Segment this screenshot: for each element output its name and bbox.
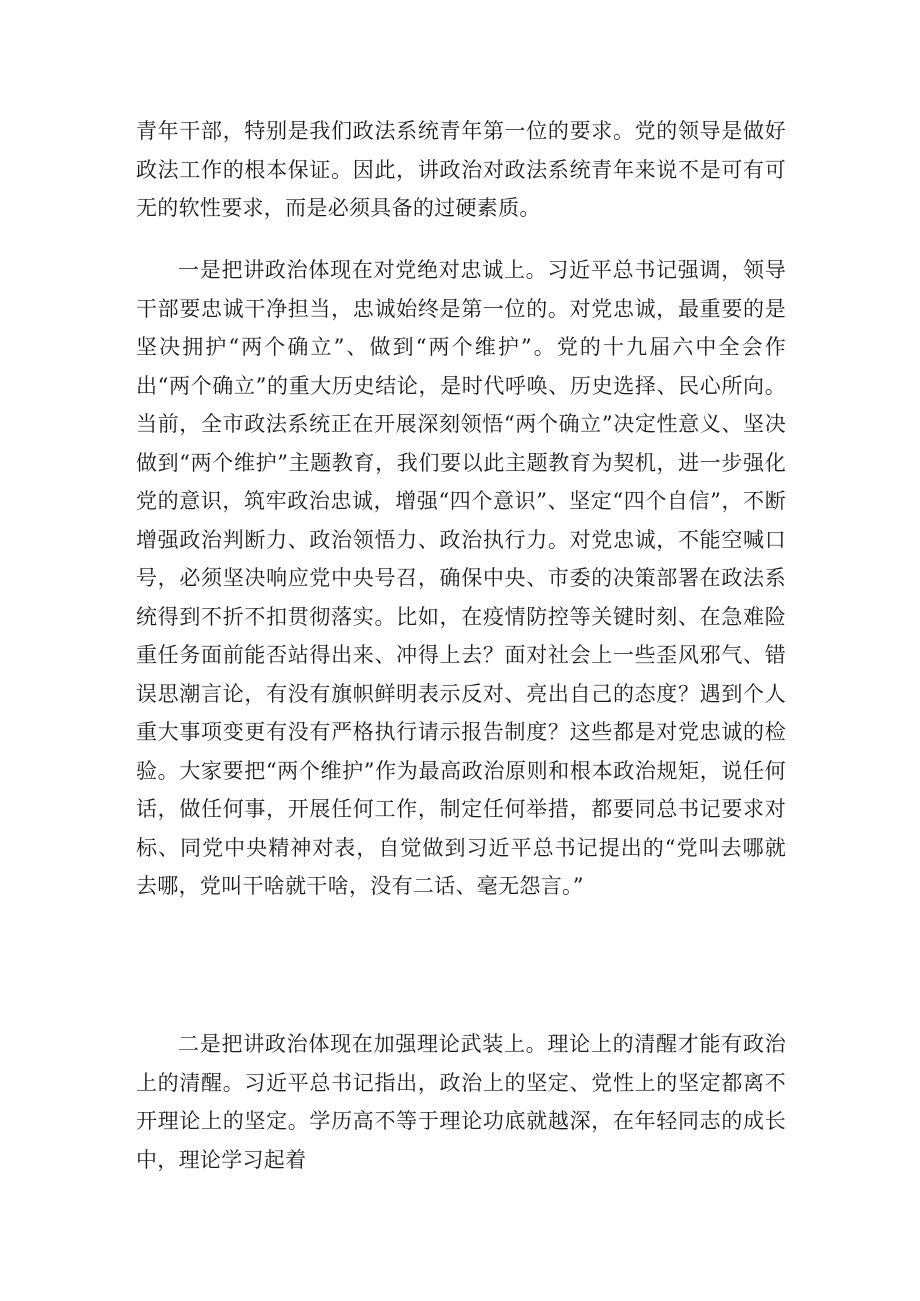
paragraph-theoretical-armament: 二是把讲政治体现在加强理论武装上。理论上的清醒才能有政治上的清醒。习近平总书记指出，政治上的坚定、党性上的坚定都离不开理论上的坚定。学历高不等于理论功底就越深，在年轻同志的成长中，理论学习起着	[136, 1032, 786, 1172]
paragraph-loyalty-to-party: 一是把讲政治体现在对党绝对忠诚上。习近平总书记强调，领导干部要忠诚干净担当，忠诚始终是第一位的。对党忠诚，最重要的是坚决拥护“两个确立”、做到“两个维护”。党的十九届六中全会作出“两个确立”的重大历史结论，是时代呼唤、历史选择、民心所向。当前，全市政法系统正在开展深刻领悟“两个确立”决定性意义、坚决做到“两个维护”主题教育，我们要以此主题教育为契机，进一步强化党的意识，筑牢政治忠诚，增强“四个意识”、坚定“四个自信”，不断增强政治判断力、政治领悟力、政治执行力。对党忠诚，不能空喊口号，必须坚决响应党中央号召，确保中央、市委的决策部署在政法系统得到不折不扣贯彻落实。比如，在疫情防控等关键时刻、在急难险重任务面前能否站得出来、冲得上去？面对社会上一些歪风邪气、错误思潮言论，有没有旗帜鲜明表示反对、亮出自己的态度？遇到个人重大事项变更有没有严格执行请示报告制度？这些都是对党忠诚的检验。大家要把“两个维护”作为最高政治原则和根本政治规矩，说任何话，做任何事，开展任何工作，制定任何举措，都要同总书记要求对标、同党中央精神对表，自觉做到习近平总书记提出的“党叫去哪就去哪，党叫干啥就干啥，没有二话、毫无怨言。”	[136, 258, 786, 898]
paragraph-political-quality: 青年干部，特别是我们政法系统青年第一位的要求。党的领导是做好政法工作的根本保证。因此，讲政治对政法系统青年来说不是可有可无的软性要求，而是必须具备的过硬素质。	[136, 119, 786, 220]
